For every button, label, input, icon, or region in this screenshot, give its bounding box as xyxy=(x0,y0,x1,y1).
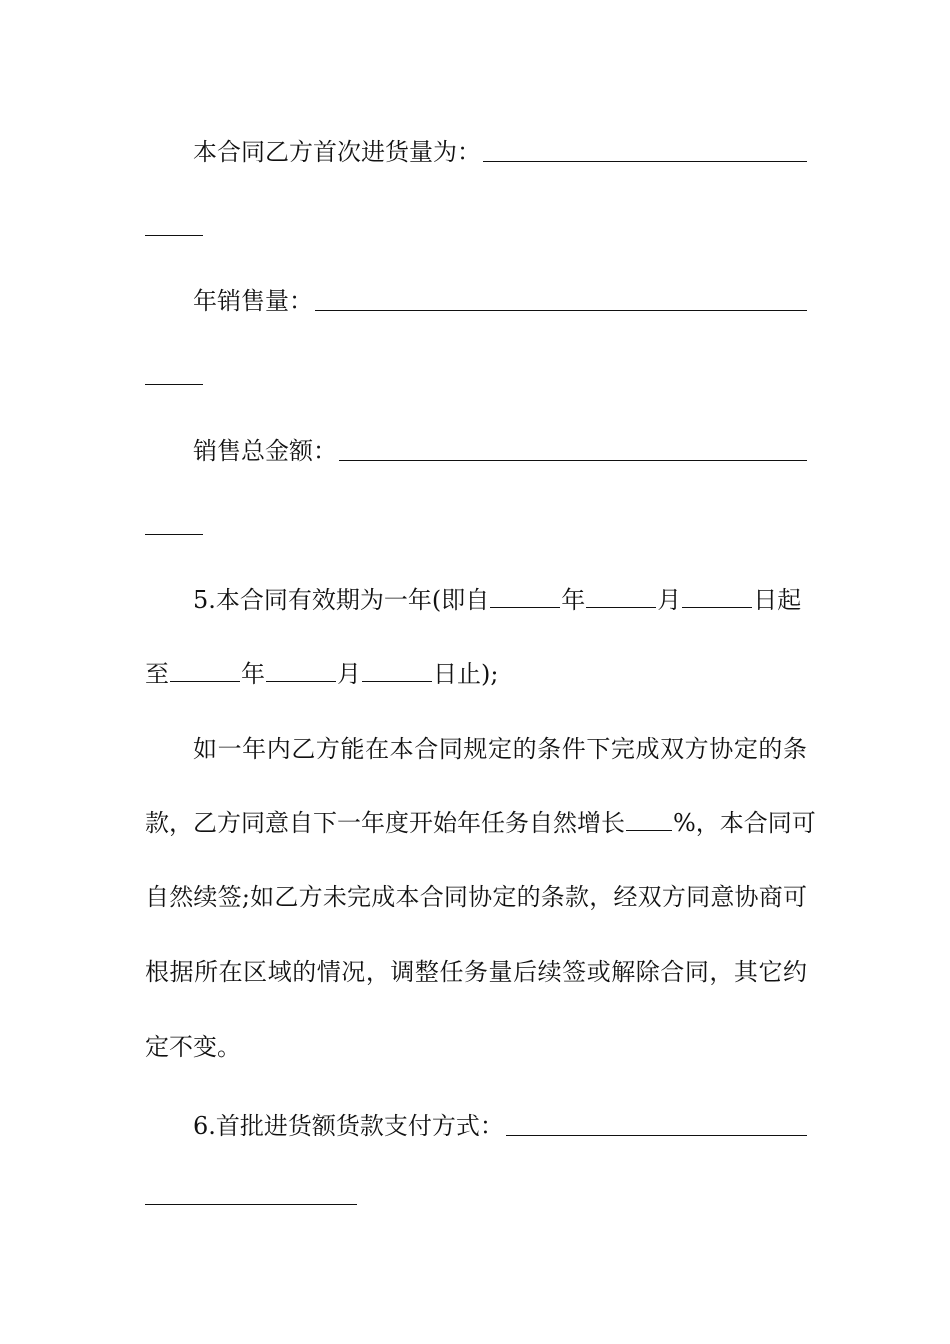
annual-sales-blank xyxy=(315,310,807,311)
first-order-line xyxy=(145,134,807,170)
payment-method-label: 6.首批进货额货款支付方式： xyxy=(193,1112,504,1140)
start-year-blank xyxy=(490,607,560,608)
payment-method-blank-continued xyxy=(145,1204,357,1205)
start-day-blank xyxy=(682,607,752,608)
end-month-label: 月 xyxy=(337,660,361,688)
total-amount-blank xyxy=(339,460,807,461)
clause-5-text: 5.本合同有效期为一年(即自 xyxy=(193,586,490,614)
first-order-blank xyxy=(483,161,807,162)
end-month-blank xyxy=(266,681,336,682)
first-order-blank-continued xyxy=(145,235,203,236)
clause-5-line-2 xyxy=(145,656,807,692)
first-order-label: 本合同乙方首次进货量为： xyxy=(193,138,481,166)
annual-sales-line xyxy=(145,283,807,319)
annual-sales-blank-continued xyxy=(145,384,203,385)
renewal-paragraph-line-3: 自然续签;如乙方未完成本合同协定的条款，经双方同意协商可 xyxy=(145,883,807,911)
renewal-paragraph-line-5: 定不变。 xyxy=(145,1033,241,1061)
renewal-paragraph-line-2 xyxy=(145,805,816,841)
growth-text-end: %，本合同可 xyxy=(673,809,816,837)
end-day-label: 日止); xyxy=(433,660,499,688)
renewal-paragraph-line-1: 如一年内乙方能在本合同规定的条件下完成双方协定的条 xyxy=(193,735,807,763)
start-month-blank xyxy=(586,607,656,608)
growth-percent-blank xyxy=(626,830,672,831)
annual-sales-label: 年销售量： xyxy=(193,287,313,315)
start-day-label: 日起 xyxy=(753,586,802,614)
growth-text: 款，乙方同意自下一年度开始年任务自然增长 xyxy=(145,809,625,837)
end-year-blank xyxy=(170,681,240,682)
total-amount-line xyxy=(145,433,807,469)
term-to-label: 至 xyxy=(145,660,169,688)
renewal-paragraph-line-4: 根据所在区域的情况，调整任务量后续签或解除合同，其它约 xyxy=(145,958,807,986)
end-year-label: 年 xyxy=(241,660,265,688)
total-amount-label: 销售总金额： xyxy=(193,437,337,465)
start-year-label: 年 xyxy=(561,586,586,614)
end-day-blank xyxy=(362,681,432,682)
payment-method-line xyxy=(145,1108,807,1144)
payment-method-blank xyxy=(506,1135,807,1136)
total-amount-blank-continued xyxy=(145,534,203,535)
clause-5-line-1 xyxy=(145,582,807,618)
start-month-label: 月 xyxy=(657,586,682,614)
